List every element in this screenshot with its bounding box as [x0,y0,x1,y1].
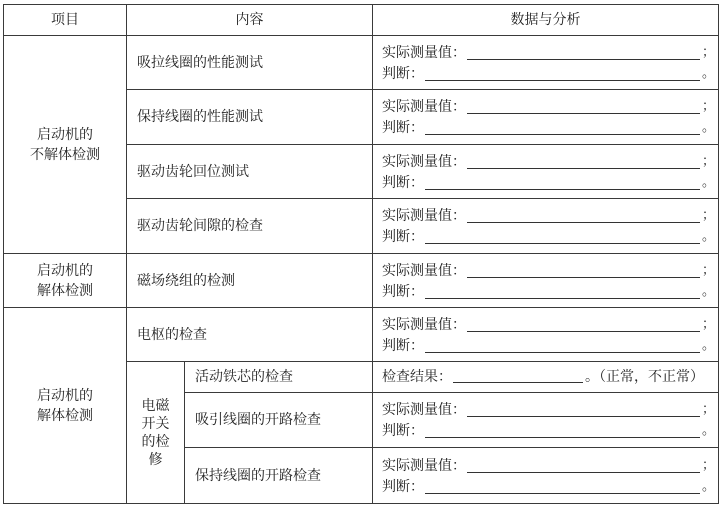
content-cell: 活动铁芯的检查 [185,362,373,393]
judgment-blank[interactable] [425,119,700,135]
content-cell: 磁场绕组的检测 [127,254,373,308]
judgment-blank[interactable] [425,337,700,353]
measured-blank[interactable] [467,207,700,223]
measured-line: 实际测量值： ； [382,402,716,418]
header-content: 内容 [127,5,373,36]
content-cell: 电枢的检查 [127,308,373,362]
judgment-line: 判断： 。 [382,423,716,439]
content-cell: 保持线圈的开路检查 [185,448,373,504]
analysis-cell [373,393,719,448]
measured-line: 实际测量值： ； [382,44,716,61]
measured-line: 实际测量值： ； [382,153,716,170]
group-label: 启动机的 解体检测 [4,254,127,308]
measured-blank[interactable] [467,457,700,473]
analysis-cell [373,145,719,199]
measured-line: 实际测量值： ； [382,262,716,279]
analysis-cell [373,362,719,393]
group-label: 启动机的 解体检测 [4,308,127,504]
judgment-line: 判断： 。 [382,65,716,82]
measured-blank[interactable] [467,98,700,114]
judgment-line: 判断： 。 [382,283,716,300]
measured-line: 实际测量值： ； [382,208,716,224]
analysis-cell [373,254,719,308]
analysis-cell [373,448,719,504]
table-row [4,254,719,308]
analysis-cell [373,199,719,254]
judgment-blank[interactable] [425,283,700,299]
judgment-blank[interactable] [425,65,700,81]
analysis-cell [373,36,719,90]
check-result-line: 检查结果： 。（正常，不正常） [382,369,704,385]
starter-inspection-table [3,4,719,504]
table-row [4,36,719,90]
measured-line: 实际测量值： ； [382,99,716,115]
judgment-line: 判断： 。 [382,337,716,354]
judgment-blank[interactable] [425,478,700,494]
switch-group-label: 电磁 开关 的检 修 [127,362,185,504]
measured-blank[interactable] [467,153,700,169]
judgment-line: 判断： 。 [382,174,716,191]
analysis-cell [373,308,719,362]
header-row [4,5,719,36]
judgment-blank[interactable] [425,422,700,438]
header-analysis: 数据与分析 [373,5,719,36]
measured-line: 实际测量值： ； [382,316,716,333]
content-cell: 驱动齿轮间隙的检查 [127,199,373,254]
judgment-blank[interactable] [425,174,700,190]
table-row [4,308,719,362]
content-cell: 保持线圈的性能测试 [127,90,373,145]
measured-blank[interactable] [467,44,700,60]
judgment-blank[interactable] [425,228,700,244]
analysis-cell [373,90,719,145]
group-label: 启动机的 不解体检测 [4,36,127,254]
judgment-line: 判断： 。 [382,229,716,245]
measured-blank[interactable] [467,316,700,332]
check-result-blank[interactable] [453,367,583,383]
measured-blank[interactable] [467,401,700,417]
content-cell: 驱动齿轮回位测试 [127,145,373,199]
content-cell: 吸拉线圈的性能测试 [127,36,373,90]
judgment-line: 判断： 。 [382,478,716,495]
measured-line: 实际测量值： ； [382,457,716,474]
content-cell: 吸引线圈的开路检查 [185,393,373,448]
judgment-line: 判断： 。 [382,120,716,136]
header-item: 项目 [4,5,127,36]
measured-blank[interactable] [467,262,700,278]
